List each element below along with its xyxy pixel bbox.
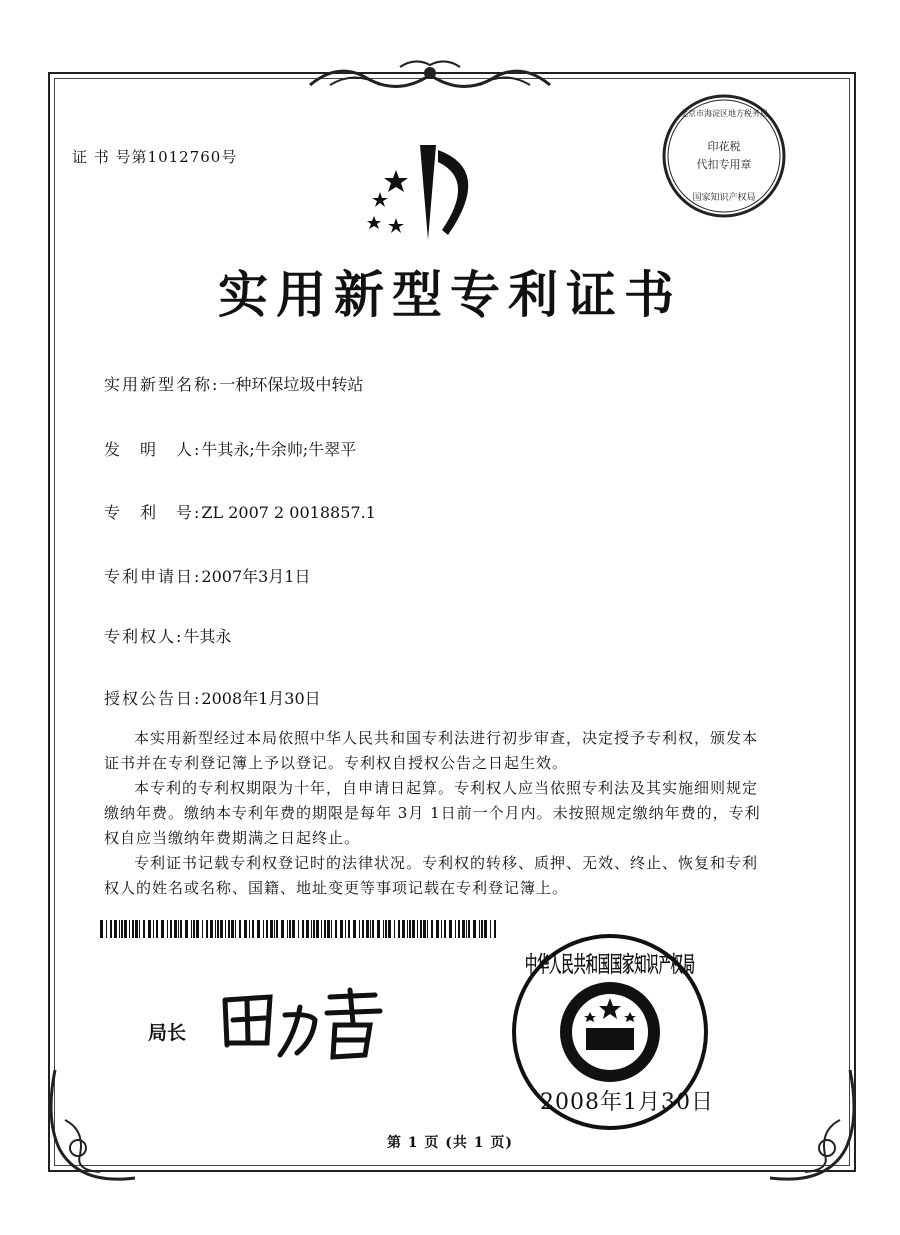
patent-office-emblem-icon xyxy=(358,140,498,250)
field-value: 2008年1月30日 xyxy=(201,689,321,708)
seal-inner-line2: 代扣专用章 xyxy=(696,158,752,171)
field-patent-number xyxy=(104,500,376,523)
bottom-right-ornament-icon xyxy=(755,1060,865,1190)
seal-bottom-text: 国家知识产权局 xyxy=(692,193,756,203)
field-inventors xyxy=(104,437,356,460)
seal-ring-text: 中华人民共和国国家知识产权局 xyxy=(525,953,834,978)
field-value: 牛其永 xyxy=(183,627,232,646)
legal-paragraph-2: 本专利的专利权期限为十年，自申请日起算。专利权人应当依照专利法及其实施细则规定缴纳年费。缴纳本专利年费的期限是每年 3月 1日前一个月内。未按照规定缴纳年费的，专利权自应当缴纳年费期满之日起终止。 xyxy=(104,779,761,847)
field-value: ZL 2007 2 0018857.1 xyxy=(201,503,376,522)
field-label: 专利权人: xyxy=(104,627,184,646)
director-signature xyxy=(215,985,385,1065)
top-ornament-icon xyxy=(300,55,560,100)
field-value: 一种环保垃圾中转站 xyxy=(219,375,364,394)
certificate-number: 证 书 号第1012760号 xyxy=(72,148,238,166)
seal-top-text: 北京市海淀区地方税务局 xyxy=(680,109,768,118)
field-application-date xyxy=(104,564,311,587)
page-number: 第 1 页 (共 1 页) xyxy=(386,1135,514,1151)
field-grant-announcement-date xyxy=(104,686,321,709)
seal-date: 2008年1月30日 xyxy=(540,1090,714,1115)
field-label: 发 明 人: xyxy=(104,440,202,459)
field-value: 牛其永;牛余帅;牛翠平 xyxy=(201,440,357,459)
field-patentee xyxy=(104,624,231,647)
bottom-left-ornament-icon xyxy=(40,1060,150,1190)
director-label: 局长 xyxy=(148,1022,187,1044)
field-utility-model-name xyxy=(104,372,363,395)
field-label: 实用新型名称: xyxy=(104,375,220,394)
tax-stamp-seal xyxy=(660,92,788,220)
legal-paragraph-1: 本实用新型经过本局依照中华人民共和国专利法进行初步审查，决定授予专利权，颁发本证书并在专利登记簿上予以登记。专利权自授权公告之日起生效。 xyxy=(104,729,759,772)
seal-inner-line1: 印花税 xyxy=(707,140,741,153)
field-value: 2007年3月1日 xyxy=(201,567,311,586)
field-label: 授权公告日: xyxy=(104,689,202,708)
barcode-icon xyxy=(100,920,500,938)
field-label: 专 利 号: xyxy=(104,503,202,522)
field-label: 专利申请日: xyxy=(104,567,202,586)
legal-paragraph-3: 专利证书记载专利权登记时的法律状况。专利权的转移、质押、无效、终止、恢复和专利权人的姓名或名称、国籍、地址变更等事项记载在专利登记簿上。 xyxy=(104,854,759,897)
page-title: 实用新型专利证书 xyxy=(218,266,682,324)
